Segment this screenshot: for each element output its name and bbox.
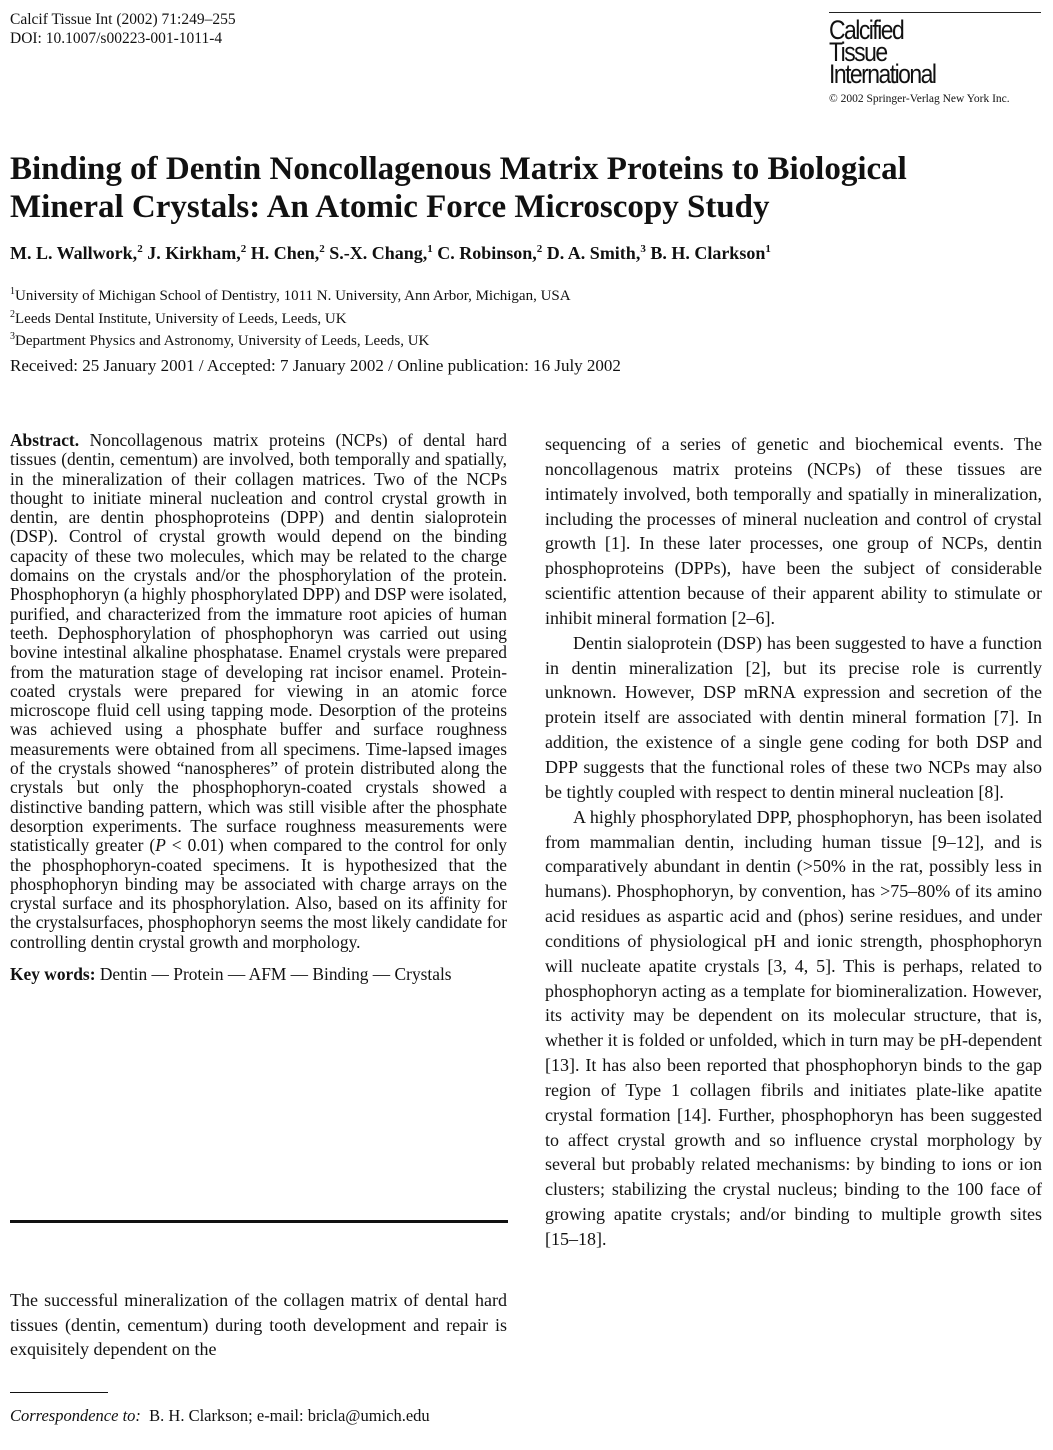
body-paragraph: sequencing of a series of genetic and biochemical events. The noncollagenous matrix proteins (NCPs) of these tissues are intimately involved, both temporally and spatially in mineralization, including the processes of mineral nucleation and control of crystal growth [1]. In these later processes, one group of NCPs, dentin phosphoproteins (DPPs), have been the subject of considerable scientific attention because of their apparent ability to stimulate or inhibit mineral formation [2–6]. xyxy=(545,434,1042,628)
logo-line: Calcified xyxy=(829,15,904,45)
abstract-label: Abstract. xyxy=(10,430,80,450)
author: M. L. Wallwork,$^2$ xyxy=(10,243,143,263)
affiliation: $^1$University of Michigan School of Dentistry, 1011 N. University, Ann Arbor, Michigan, USA xyxy=(10,286,571,304)
correspondence xyxy=(10,1406,430,1426)
abstract xyxy=(10,431,507,952)
journal-citation: Calcif Tissue Int (2002) 71:249–255 xyxy=(10,11,236,28)
body-paragraph: A highly phosphorylated DPP, phosphophoryn, has been isolated from mammalian dentin, including human tissue [9–12], and is comparatively abundant in dentin (>50% in the rat, possibly less in humans). Phosphophoryn, by convention, has >75–80% of its amino acid residues as aspartic acid and (phos) serine residues, and under conditions of physiological pH and ionic strength, phosphophoryn will nucleate apatite crystals [3, 4, 5]. This is perhaps, related to phosphophoryn acting as a template for biomineralization. However, its activity may be dependent on its molecular structure, that is, whether it is folded or unfolded, which in turn may be pH-dependent [13]. It has also been reported that phosphophoryn binds to the gap region of Type 1 collagen fibrils and initiates plate-like apatite crystal formation [14]. Further, phosphophoryn has been suggested to affect crystal growth and so influence crystal morphology by several but probably related mechanisms: by binding to ions or ion clusters; stabilizing the crystal nucleus; binding to the 100 face of growing apatite crystals; and/or binding to multiple growth sites [15–18]. xyxy=(545,806,1042,1249)
keywords-text: Dentin — Protein — AFM — Binding — Crystals xyxy=(99,964,452,985)
title-line-1: Binding of Dentin Noncollagenous Matrix Proteins to Biological xyxy=(10,151,907,187)
doi: DOI: 10.1007/s00223-001-1011-4 xyxy=(10,30,223,47)
logo-line: Tissue xyxy=(829,37,887,67)
abstract-text: Noncollagenous matrix proteins (NCPs) of dental hard tissues (dentin, cementum) are involved, both temporally and spatially, in the mineralization of their collagen matrices. Two of the NCPs thought to initiate mineral nucleation and control crystal growth in dentin, are dentin phosphoproteins (DPP) and dentin sialoprotein (DSP). Control of crystal growth would depend on the binding capacity of these two molecules, which may be related to the charge domains on the crystals and/or the phosphorylation of the protein. Phosphophoryn (a highly phosphorylated DPP) and DSP were isolated, purified, and characterized from the immature root apicies of human teeth. Dephosphorylation of phosphophoryn was carried out using bovine intestinal alkaline phosphatase. Enamel crystals were prepared from the maturation stage of developing rat incisor enamel. Protein-coated crystals were prepared for viewing in an atomic force microscope fluid cell using tapping mode. Desorption of the proteins was achieved using a phosphate buffer and surface roughness measurements were obtained from all specimens. Time-lapsed images of the crystals showed “nanospheres” of protein distributed along the crystals but only the phosphophoryn-coated crystals showed a distinctive banding pattern, which was still visible after the phosphate desorption experiments. The surface roughness measurements were statistically greater ( xyxy=(10,430,507,856)
keywords-label: Key words: xyxy=(10,964,96,985)
footnote-rule xyxy=(10,1392,108,1393)
journal-reference xyxy=(10,10,236,48)
correspondence-text: B. H. Clarkson; e-mail: bricla@umich.edu xyxy=(149,1406,430,1425)
right-column xyxy=(545,432,1042,1252)
affiliation: $^3$Department Physics and Astronomy, University of Leeds, Leeds, UK xyxy=(10,331,430,349)
left-column xyxy=(10,431,507,984)
article-title xyxy=(10,150,1040,226)
author: S.-X. Chang,$^1$ xyxy=(329,243,433,263)
author: D. A. Smith,$^3$ xyxy=(546,243,646,263)
p-value-symbol: P xyxy=(155,835,166,856)
journal-logo-block xyxy=(829,12,1041,105)
logo-rule xyxy=(829,12,1041,13)
title-line-2: Mineral Crystals: An Atomic Force Microscopy Study xyxy=(10,189,770,225)
author-list xyxy=(10,243,771,264)
body-paragraph: Dentin sialoprotein (DSP) has been suggested to have a function in dentin mineralization [2], but its precise role is currently unknown. However, DSP mRNA expression and secretion of the protein itself are associated with dentin mineral formation [7]. In addition, the existence of a single gene coding for both DSP and DPP suggests that the functional roles of these two NCPs may also be tightly coupled with respect to dentin mineral nucleation [8]. xyxy=(545,632,1042,802)
journal-logo xyxy=(829,15,1009,89)
publication-dates: Received: 25 January 2001 / Accepted: 7 January 2002 / Online publication: 16 July 2002 xyxy=(10,356,621,375)
keywords xyxy=(10,965,507,984)
author: C. Robinson,$^2$ xyxy=(437,243,543,263)
author: B. H. Clarkson$^1$ xyxy=(650,243,771,263)
author: H. Chen,$^2$ xyxy=(250,243,325,263)
logo-line: International xyxy=(829,59,936,89)
author: J. Kirkham,$^2$ xyxy=(147,243,247,263)
section-divider xyxy=(10,1220,508,1223)
affiliations xyxy=(10,283,571,351)
abstract-text-continued: < 0.01) when compared to the control for only the phosphophoryn-coated specimens. It is hypothesized that the phosphophoryn binding may be associated with charge arrays on the crystal surface and its phosphorylation. Also, based on its affinity for the crystalsurfaces, phosphophoryn seems the most likely candidate for controlling dentin crystal growth and morphology. xyxy=(10,835,507,952)
correspondence-label: Correspondence to: xyxy=(10,1406,141,1425)
affiliation: $^2$Leeds Dental Institute, University of Leeds, Leeds, UK xyxy=(10,308,347,327)
copyright: © 2002 Springer-Verlag New York Inc. xyxy=(829,93,1010,105)
intro-paragraph: The successful mineralization of the collagen matrix of dental hard tissues (dentin, cementum) during tooth development and repair is exquisitely dependent on the xyxy=(10,1290,507,1360)
